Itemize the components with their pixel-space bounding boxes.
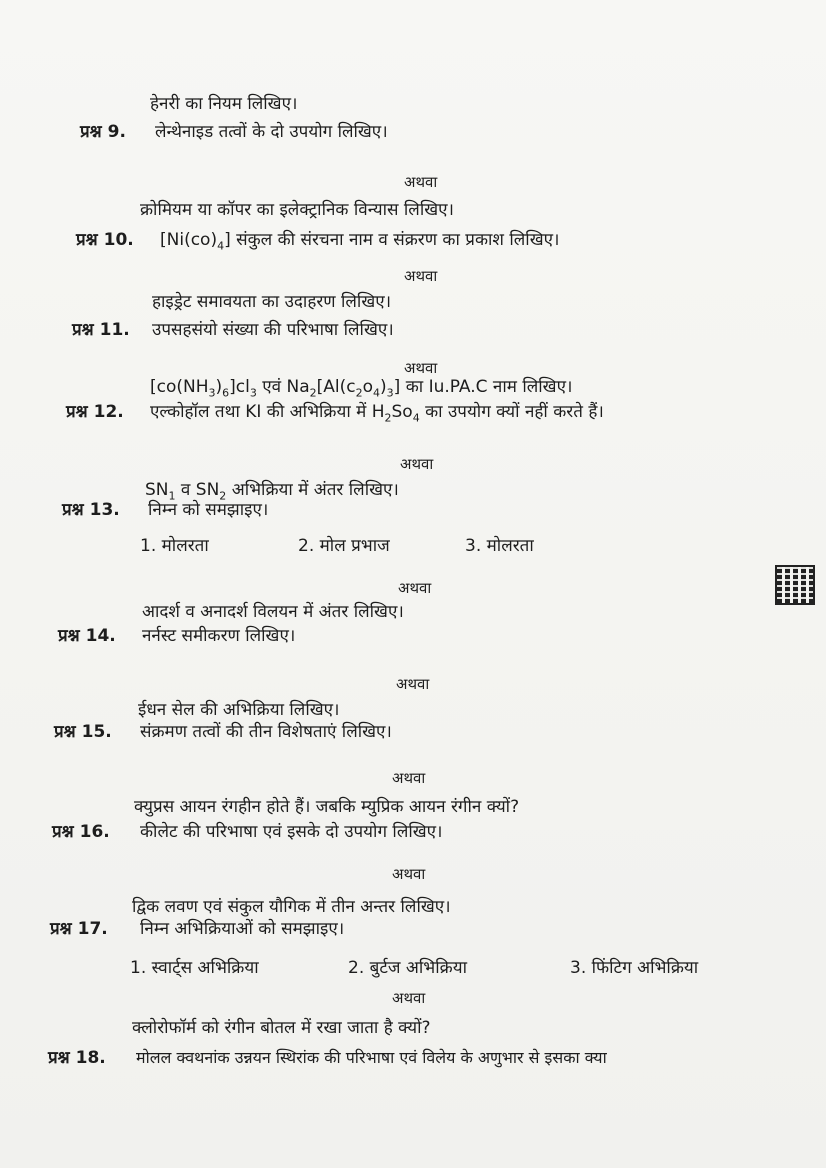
or-label: अथवा (398, 579, 432, 597)
statement-text: क्युप्रस आयन रंगहीन होते हैं। जबकि म्युप्रिक आयन रंगीन क्यों? (134, 797, 520, 817)
statement-text: हाइड्रेट समावयता का उदाहरण लिखिए। (152, 292, 392, 312)
formula-subscript: 2 (219, 489, 227, 503)
formula-text (150, 375, 572, 399)
formula-part: अभिक्रिया में अंतर लिखिए। (226, 480, 399, 500)
formula-part: ) (215, 377, 223, 397)
question-text (160, 228, 559, 252)
or-label: अथवा (404, 359, 438, 377)
option-3: 3. फिंटिग अभिक्रिया (570, 958, 699, 978)
statement-text: हेनरी का नियम लिखिए। (150, 94, 298, 114)
or-label: अथवा (392, 989, 426, 1007)
option-2: 2. बुर्टज अभिक्रिया (348, 958, 467, 978)
formula-part: [Ni(co) (160, 230, 218, 250)
question-number: प्रश्न 15. (54, 722, 112, 742)
formula-part: ) (380, 377, 387, 397)
statement-text: द्विक लवण एवं संकुल यौगिक में तीन अन्तर लिखिए। (132, 897, 451, 917)
formula-part: SN (145, 480, 169, 500)
statement-text: ईधन सेल की अभिक्रिया लिखिए। (138, 700, 340, 720)
option-1: 1. मोलरता (140, 536, 209, 556)
formula-subscript: 3 (386, 386, 394, 400)
formula-part: o (362, 377, 374, 397)
formula-part: [Al(c (316, 377, 356, 397)
question-text: मोलल क्वथनांक उन्नयन स्थिरांक की परिभाषा एवं विलेय के अणुभार से इसका क्या (136, 1048, 607, 1067)
or-label: अथवा (404, 267, 438, 285)
question-number: प्रश्न 16. (52, 822, 110, 842)
formula-subscript: 2 (309, 386, 317, 400)
or-label: अथवा (392, 865, 426, 883)
option-3: 3. मोलरता (465, 536, 534, 556)
question-text (150, 400, 604, 424)
option-1: 1. स्वार्ट्स अभिक्रिया (130, 958, 259, 978)
formula-subscript: 3 (249, 386, 257, 400)
formula-subscript: 3 (208, 386, 216, 400)
formula-subscript: 2 (355, 386, 363, 400)
question-number: प्रश्न 18. (48, 1048, 106, 1068)
question-number: प्रश्न 12. (66, 402, 124, 422)
statement-text: आदर्श व अनादर्श विलयन में अंतर लिखिए। (142, 602, 404, 622)
question-text: संक्रमण तत्वों की तीन विशेषताएं लिखिए। (140, 722, 392, 742)
question-text: निम्न को समझाइए। (148, 500, 269, 520)
question-text: कीलेट की परिभाषा एवं इसके दो उपयोग लिखिए। (140, 822, 443, 842)
or-label: अथवा (396, 675, 430, 693)
formula-part: ] संकुल की संरचना नाम व संक्ररण का प्रकाश लिखिए। (224, 230, 560, 250)
formula-part: एवं Na (256, 377, 310, 397)
formula-part: का उपयोग क्यों नहीं करते हैं। (419, 402, 604, 422)
or-label: अथवा (392, 769, 426, 787)
statement-text: क्लोरोफॉर्म को रंगीन बोतल में रखा जाता है क्यों? (132, 1018, 431, 1038)
question-number: प्रश्न 13. (62, 500, 120, 520)
formula-part: So (391, 402, 413, 422)
question-text: उपसहसंयो संख्या की परिभाषा लिखिए। (152, 320, 394, 340)
option-2: 2. मोल प्रभाज (298, 536, 390, 556)
formula-subscript: 4 (373, 386, 381, 400)
formula-part: ] का Iu.PA.C नाम लिखिए। (393, 377, 573, 397)
question-number: प्रश्न 17. (50, 919, 108, 939)
qr-code-icon (775, 565, 815, 605)
formula-subscript: 4 (412, 411, 420, 425)
formula-part: [co(NH (150, 377, 209, 397)
or-label: अथवा (400, 455, 434, 473)
question-text: लेन्थेनाइड तत्वों के दो उपयोग लिखिए। (155, 122, 388, 142)
or-label: अथवा (404, 173, 438, 191)
question-number: प्रश्न 9. (80, 122, 126, 142)
question-text: नर्नस्ट समीकरण लिखिए। (142, 626, 296, 646)
formula-part: एल्कोहॉल तथा KI की अभिक्रिया में H (150, 402, 385, 422)
formula-subscript: 6 (222, 386, 230, 400)
question-number: प्रश्न 11. (72, 320, 130, 340)
formula-part: व SN (175, 480, 220, 500)
formula-subscript: 2 (384, 411, 392, 425)
statement-text: क्रोमियम या कॉपर का इलेक्ट्रानिक विन्यास लिखिए। (140, 200, 454, 220)
question-number: प्रश्न 14. (58, 626, 116, 646)
question-text: निम्न अभिक्रियाओं को समझाइए। (140, 919, 345, 939)
formula-subscript: 4 (217, 239, 225, 253)
formula-part: ]cl (229, 377, 250, 397)
question-number: प्रश्न 10. (76, 230, 134, 250)
formula-subscript: 1 (168, 489, 176, 503)
